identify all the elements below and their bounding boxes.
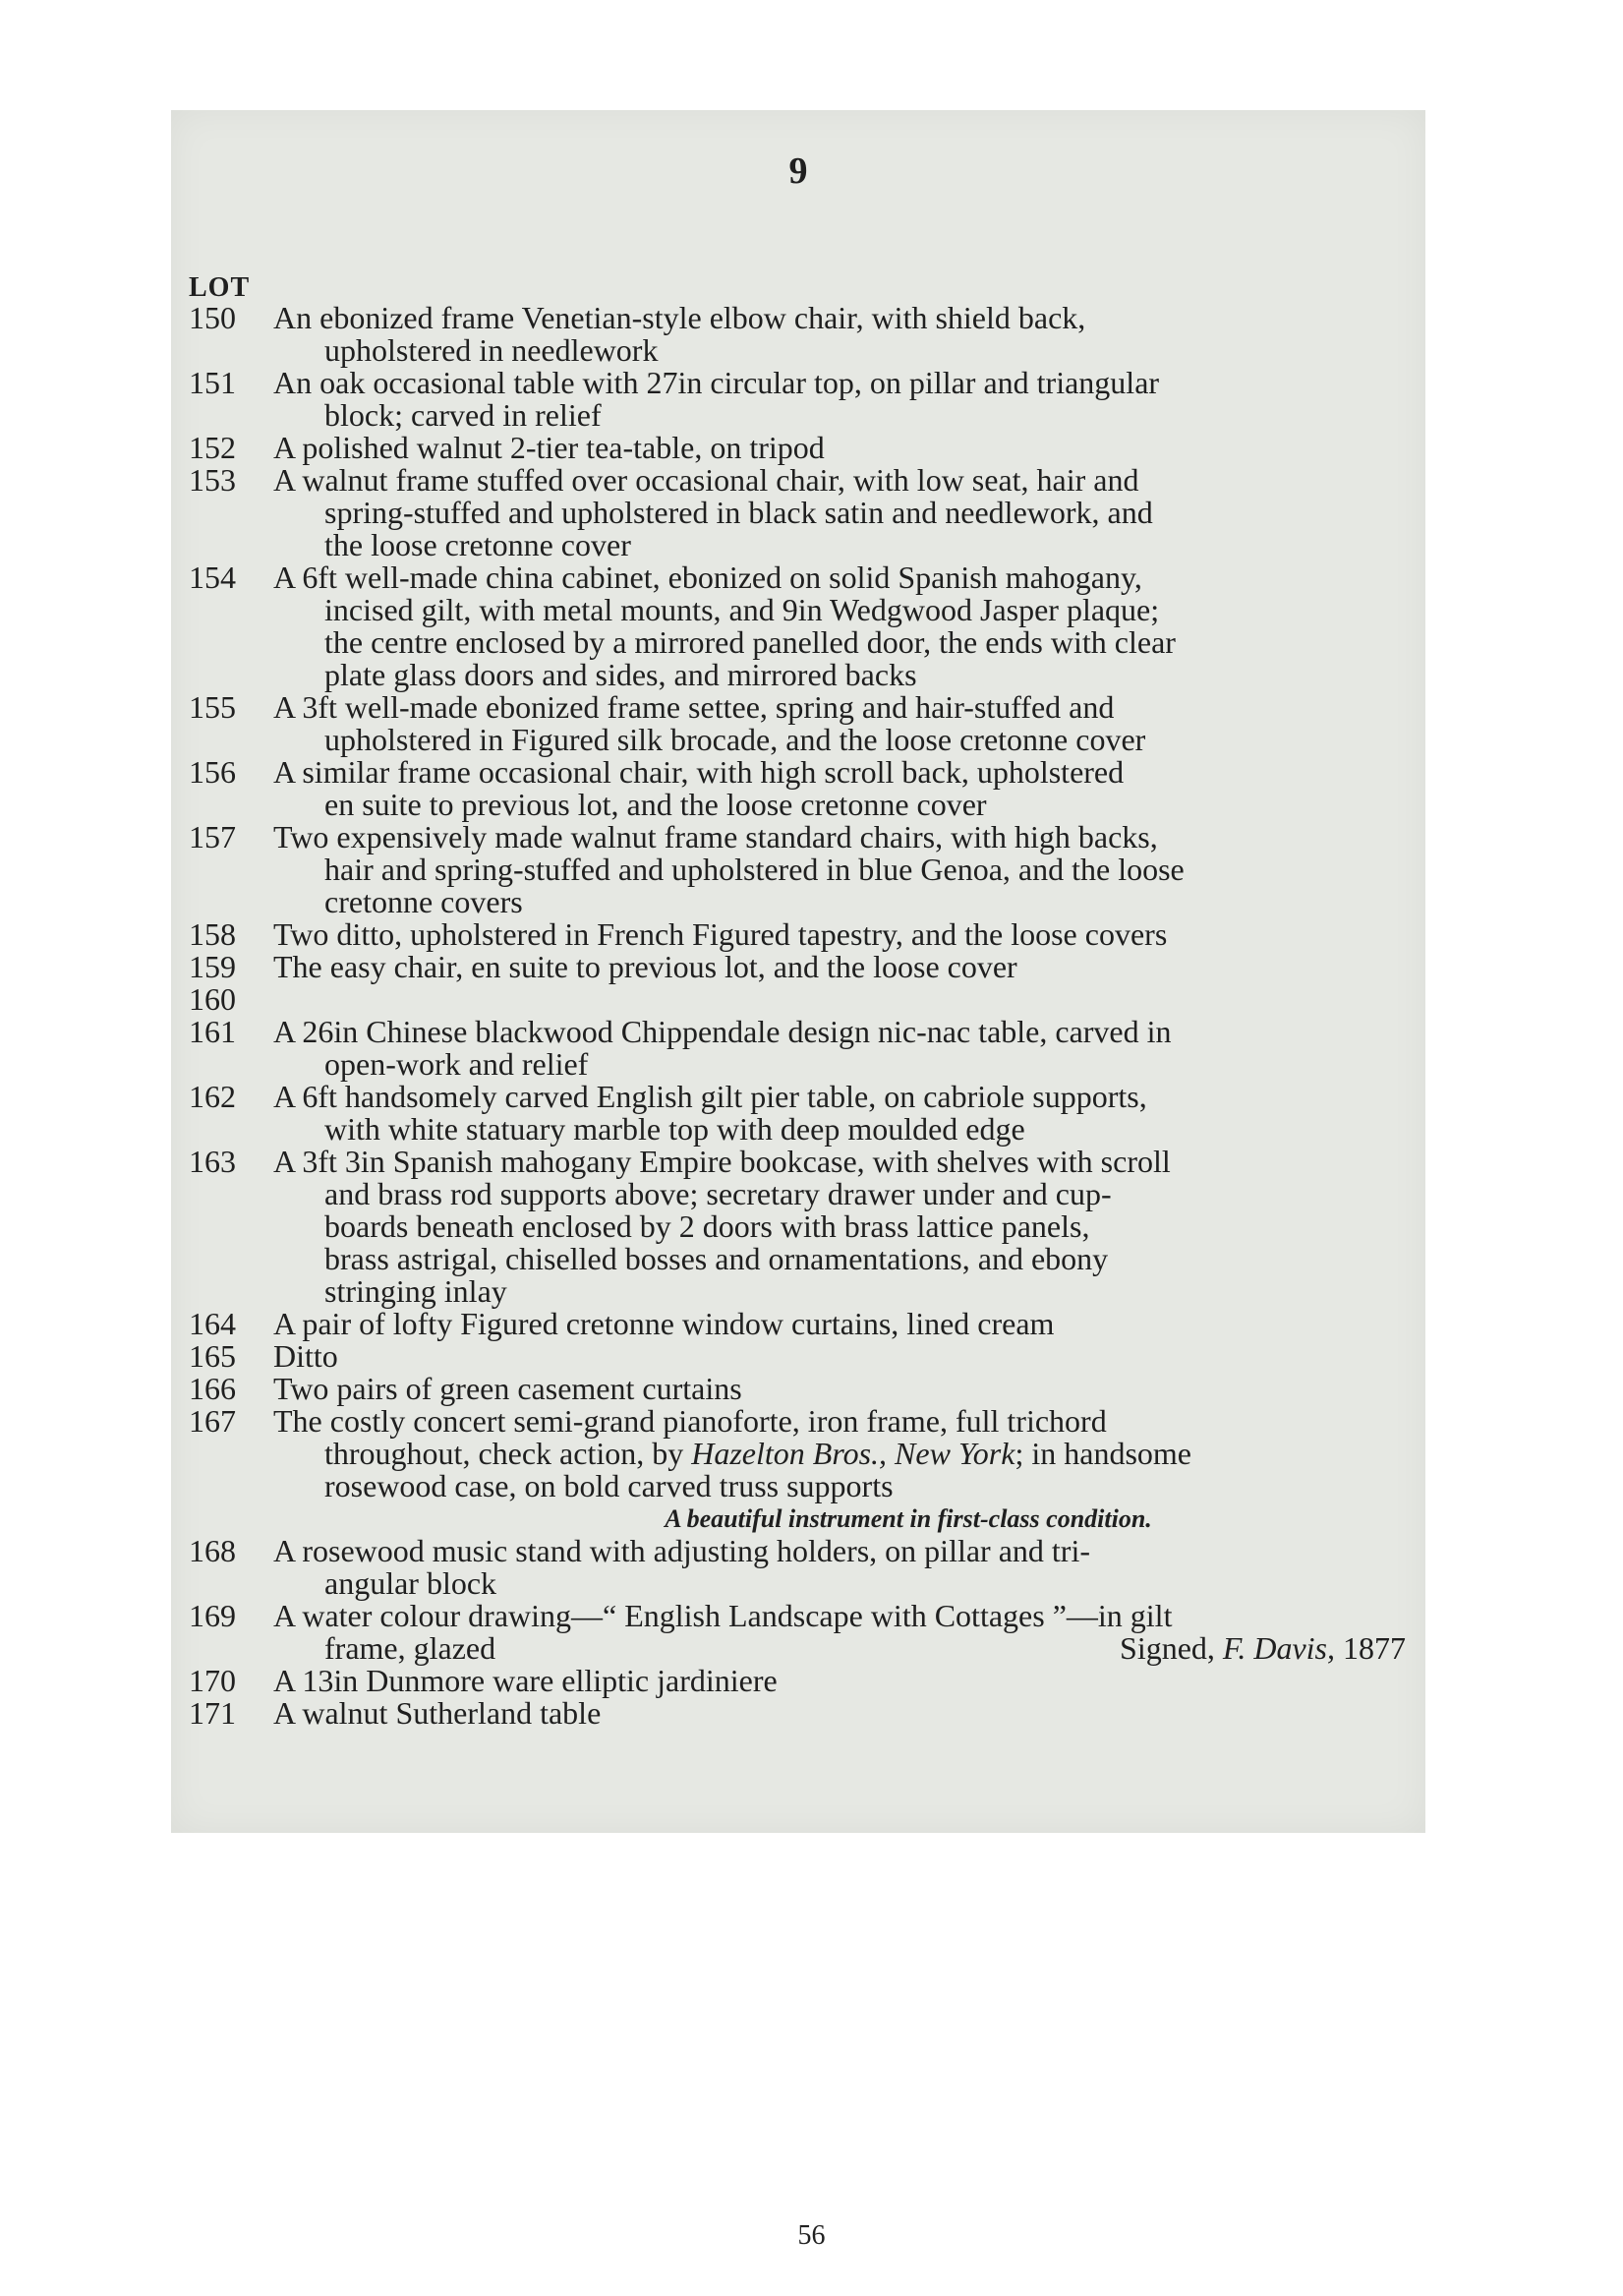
lot-description bbox=[273, 918, 1406, 951]
lot-text-segment: frame, glazed bbox=[324, 1630, 496, 1666]
scanned-page bbox=[171, 110, 1425, 1833]
lot-description-line: A 26in Chinese blackwood Chippendale design nic-nac table, carved in bbox=[273, 1014, 1172, 1049]
maker-name: Hazelton Bros., New York bbox=[691, 1436, 1015, 1471]
lot-number: 161 bbox=[189, 1014, 236, 1049]
lot-number: 158 bbox=[189, 916, 236, 952]
lot-description-line: the centre enclosed by a mirrored panelled door, the ends with clear bbox=[324, 624, 1176, 660]
signature-prefix: Signed, bbox=[1120, 1630, 1223, 1666]
lot-number: 159 bbox=[189, 949, 236, 984]
lot-entry bbox=[189, 918, 1406, 951]
lot-entry bbox=[189, 1697, 1406, 1730]
lot-signature-line bbox=[273, 1632, 1406, 1665]
lot-description bbox=[273, 1697, 1406, 1730]
lot-description bbox=[273, 1308, 1406, 1340]
lot-column-header: LOT bbox=[189, 272, 251, 303]
lot-description-line: the loose cretonne cover bbox=[324, 527, 631, 562]
lot-entry bbox=[189, 1081, 1406, 1146]
lot-entry bbox=[189, 432, 1406, 464]
lot-description-line: A polished walnut 2-tier tea-table, on tripod bbox=[273, 430, 825, 465]
lot-description-line: upholstered in needlework bbox=[324, 332, 659, 368]
lot-description-line: block; carved in relief bbox=[324, 397, 602, 433]
lot-entry bbox=[189, 1016, 1406, 1081]
lot-description-line: The costly concert semi-grand pianoforte, iron frame, full trichord bbox=[273, 1403, 1107, 1439]
lot-entry bbox=[189, 1373, 1406, 1405]
lot-description bbox=[273, 983, 1406, 1016]
lot-description-line: cretonne covers bbox=[324, 884, 523, 919]
lot-description-line: A 6ft well-made china cabinet, ebonized on solid Spanish mahogany, bbox=[273, 559, 1142, 595]
lot-description bbox=[273, 1340, 1406, 1373]
lot-description-line: brass astrigal, chiselled bosses and ornamentations, and ebony bbox=[324, 1241, 1109, 1276]
lot-description-line: An ebonized frame Venetian-style elbow chair, with shield back, bbox=[273, 300, 1086, 335]
lot-entry bbox=[189, 821, 1406, 918]
lot-description-line: with white statuary marble top with deep moulded edge bbox=[324, 1111, 1025, 1147]
lot-number: 162 bbox=[189, 1079, 236, 1114]
lot-description-line: and brass rod supports above; secretary drawer under and cup- bbox=[324, 1176, 1112, 1211]
lot-number: 156 bbox=[189, 754, 236, 790]
lot-list bbox=[189, 302, 1406, 1730]
lot-text-segment: throughout, check action, by bbox=[324, 1436, 692, 1471]
lot-entry bbox=[189, 1340, 1406, 1373]
lot-description-line: A 13in Dunmore ware elliptic jardiniere bbox=[273, 1663, 778, 1698]
lot-description-line: The easy chair, en suite to previous lot, and the loose cover bbox=[273, 949, 1017, 984]
lot-entry bbox=[189, 561, 1406, 691]
lot-entry bbox=[189, 1146, 1406, 1308]
lot-number: 164 bbox=[189, 1306, 236, 1341]
lot-description-line: stringing inlay bbox=[324, 1273, 507, 1309]
lot-description-line: Two ditto, upholstered in French Figured tapestry, and the loose covers bbox=[273, 916, 1168, 952]
lot-description bbox=[273, 951, 1406, 983]
lot-number: 167 bbox=[189, 1403, 236, 1439]
lot-entry bbox=[189, 1600, 1406, 1665]
lot-description bbox=[273, 1373, 1406, 1405]
lot-number: 171 bbox=[189, 1695, 236, 1731]
lot-description-line: plate glass doors and sides, and mirrored backs bbox=[324, 657, 917, 692]
lot-description bbox=[273, 1405, 1406, 1535]
lot-description-line: A similar frame occasional chair, with high scroll back, upholstered bbox=[273, 754, 1125, 790]
lot-description-line: A walnut Sutherland table bbox=[273, 1695, 602, 1731]
lot-number: 168 bbox=[189, 1533, 236, 1568]
lot-entry bbox=[189, 464, 1406, 561]
lot-entry bbox=[189, 983, 1406, 1016]
lot-entry bbox=[189, 1535, 1406, 1600]
lot-description bbox=[273, 302, 1406, 367]
lot-description-line: Ditto bbox=[273, 1338, 338, 1374]
lot-description-line: Two pairs of green casement curtains bbox=[273, 1371, 742, 1406]
lot-description-line: angular block bbox=[324, 1565, 497, 1601]
lot-number: 154 bbox=[189, 559, 236, 595]
lot-description-line: A pair of lofty Figured cretonne window curtains, lined cream bbox=[273, 1306, 1055, 1341]
lot-entry bbox=[189, 1665, 1406, 1697]
lot-description-line: Two expensively made walnut frame standard chairs, with high backs, bbox=[273, 819, 1158, 854]
lot-description-line: A 3ft well-made ebonized frame settee, spring and hair-stuffed and bbox=[273, 689, 1115, 725]
lot-description bbox=[273, 1081, 1406, 1146]
lot-description bbox=[273, 432, 1406, 464]
lot-entry bbox=[189, 691, 1406, 756]
lot-number: 153 bbox=[189, 462, 236, 498]
lot-entry bbox=[189, 367, 1406, 432]
lot-entry bbox=[189, 1405, 1406, 1535]
lot-description-line: boards beneath enclosed by 2 doors with brass lattice panels, bbox=[324, 1208, 1090, 1244]
lot-note: A beautiful instrument in first-class condition. bbox=[665, 1504, 1152, 1533]
lot-description bbox=[273, 1146, 1406, 1308]
lot-description-line: spring-stuffed and upholstered in black satin and needlework, and bbox=[324, 495, 1153, 530]
lot-description bbox=[273, 464, 1406, 561]
lot-description-line: A 6ft handsomely carved English gilt pier table, on cabriole supports, bbox=[273, 1079, 1147, 1114]
section-number: 9 bbox=[788, 150, 808, 192]
lot-description bbox=[273, 1535, 1406, 1600]
lot-description-line: open-work and relief bbox=[324, 1046, 589, 1082]
lot-description-line: A water colour drawing—“ English Landscape with Cottages ”—in gilt bbox=[273, 1598, 1173, 1633]
lot-description-line: rosewood case, on bold carved truss supports bbox=[324, 1468, 894, 1503]
lot-number: 151 bbox=[189, 365, 236, 400]
folio-page-number: 56 bbox=[797, 2220, 826, 2251]
lot-number: 152 bbox=[189, 430, 236, 465]
lot-number: 150 bbox=[189, 300, 236, 335]
lot-number: 157 bbox=[189, 819, 236, 854]
lot-description-line: hair and spring-stuffed and upholstered in blue Genoa, and the loose bbox=[324, 852, 1185, 887]
lot-description bbox=[273, 691, 1406, 756]
lot-description-line: A walnut frame stuffed over occasional chair, with low seat, hair and bbox=[273, 462, 1139, 498]
lot-entry bbox=[189, 951, 1406, 983]
lot-number: 165 bbox=[189, 1338, 236, 1374]
lot-number: 166 bbox=[189, 1371, 236, 1406]
lot-description-line: upholstered in Figured silk brocade, and the loose cretonne cover bbox=[324, 722, 1146, 757]
signature bbox=[1120, 1632, 1406, 1665]
lot-description bbox=[273, 1600, 1406, 1665]
lot-description-line: An oak occasional table with 27in circular top, on pillar and triangular bbox=[273, 365, 1160, 400]
lot-description-line: incised gilt, with metal mounts, and 9in Wedgwood Jasper plaque; bbox=[324, 592, 1160, 627]
lot-description-line: A 3ft 3in Spanish mahogany Empire bookcase, with shelves with scroll bbox=[273, 1144, 1171, 1179]
lot-entry bbox=[189, 756, 1406, 821]
lot-number: 170 bbox=[189, 1663, 236, 1698]
artist-name: F. Davis, bbox=[1222, 1630, 1335, 1666]
lot-description-line bbox=[273, 1438, 1406, 1470]
lot-entry bbox=[189, 1308, 1406, 1340]
lot-description bbox=[273, 756, 1406, 821]
lot-description bbox=[273, 561, 1406, 691]
lot-description-line: A rosewood music stand with adjusting holders, on pillar and tri- bbox=[273, 1533, 1090, 1568]
lot-description bbox=[273, 821, 1406, 918]
lot-description bbox=[273, 1665, 1406, 1697]
lot-text-segment: ; in handsome bbox=[1014, 1436, 1191, 1471]
lot-description-line: en suite to previous lot, and the loose cretonne cover bbox=[324, 787, 987, 822]
lot-number: 169 bbox=[189, 1598, 236, 1633]
lot-entry bbox=[189, 302, 1406, 367]
lot-number: 160 bbox=[189, 981, 236, 1017]
lot-description bbox=[273, 367, 1406, 432]
signature-year: 1877 bbox=[1335, 1630, 1406, 1666]
lot-number: 163 bbox=[189, 1144, 236, 1179]
lot-description bbox=[273, 1016, 1406, 1081]
lot-number: 155 bbox=[189, 689, 236, 725]
